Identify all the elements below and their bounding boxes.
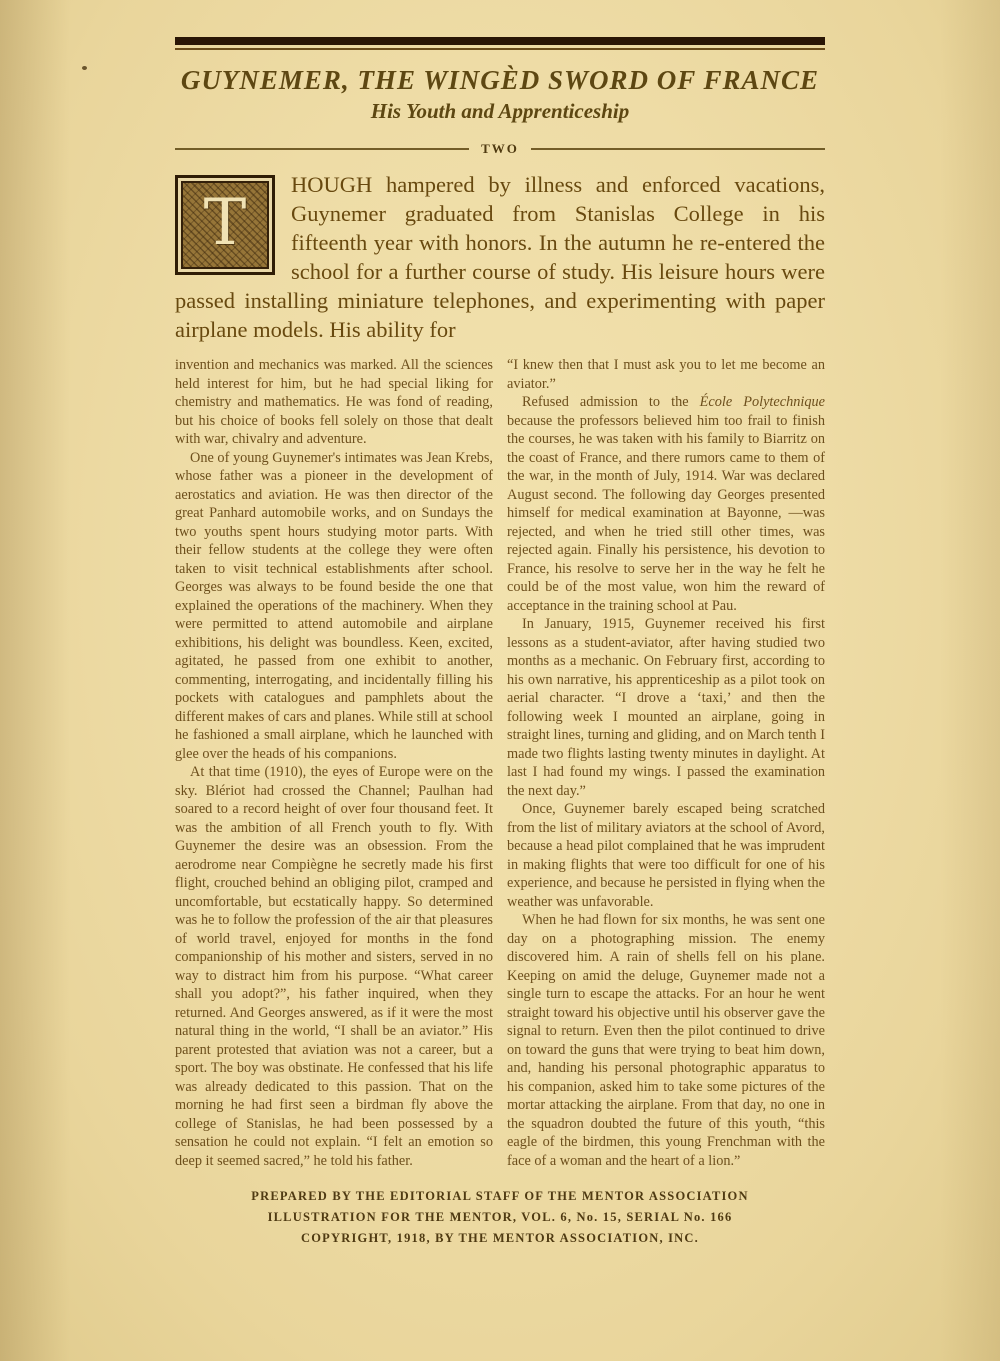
body-text: When he had flown for six months, he was sent one day on a photographing mission. The enemy discovered him. A rain of shells fell on his plane. Keeping on amid the deluge, Guynemer made not a single turn to escape the attacks. For an hour he went straight toward his objective until his observer gave the signal to return. Even then the pilot continued to drive on toward the guns that were trying to beat him down, and, handing his personal photographic apparatus to his companion, asked him to take some pictures of the mortar attacking the airplane. From that day, no one in the squadron doubted the future of this youth, “this eagle of the birdmen, this young Frenchman with the face of a woman and the heart of a lion.” [507,912,825,1169]
lead-text: HOUGH hampered by illness and enforced vacations, Guynemer graduated from Stanislas College in his fifteenth year with honors. In the autumn he re-entered the school for a further course of study. His leisure hours were passed installing miniature telephones, and experimenting with paper airplane models. His ability for [175,172,825,342]
lead-paragraph [175,170,825,344]
drop-cap-letter: T [203,186,247,260]
body-text: because the professors believed him too frail to finish the courses, he was taken with his family to Biarritz on the coast of France, and there rumors came to them of the war, in the month of July, 1914. War was declared August second. The following day Georges presented himself for medical examination at Bayonne, —was rejected, and when he tried still other times, was rejected again. Finally his persistence, his devotion to France, his resolve to serve her in the way he felt he could be of the most value, won him the reward of acceptance in the training school at Pau. [507,412,825,614]
scan-speck [82,66,87,70]
section-number: TWO [481,141,519,156]
body-text: “I knew then that I must ask you to let me become an aviator.” [507,357,825,392]
body-text: invention and mechanics was marked. All the sciences held interest for him, but he had special liking for chemistry and mathematics. He was fond of reading, but his choice of books fell solely on those that dealt with war, chivalry and adventure. [175,357,493,447]
paragraph [507,356,825,393]
imprint-line-copyright: COPYRIGHT, 1918, BY THE MENTOR ASSOCIATION, INC. [301,1231,699,1245]
paragraph [507,911,825,1170]
paragraph [175,449,493,764]
body-text: Once, Guynemer barely escaped being scratched from the list of military aviators at the school of Avord, because a head pilot complained that he was imprudent in making flights that were too difficult for one of his experience, and because he persisted in flying when the weather was unfavorable. [507,801,825,910]
drop-cap [175,175,275,275]
italic-text: École Polytechnique [699,394,825,410]
paragraph [175,763,493,1170]
paragraph [175,356,493,449]
top-rule-thick [175,37,825,45]
body-text: Refused admission to the [522,394,700,410]
imprint-footer [175,1186,825,1249]
column-left [175,356,493,1170]
page-title: GUYNEMER, THE WINGÈD SWORD OF FRANCE [180,65,820,95]
column-right [507,356,825,1170]
page-content [175,0,825,1249]
drop-cap-ornament [181,181,269,269]
body-columns [175,356,825,1170]
body-text: One of young Guynemer's intimates was Jean Krebs, whose father was a pioneer in the development of aerostatics and aviation. He was then director of the great Panhard automobile works, and on Sundays the two youths spent hours studying motor parts. With their fellow students at the college they were often taken to visit technical establishments after school. Georges was always to be found beside the one that explained the operations of the machinery. When they were permitted to attend automobile and airplane exhibitions, his delight was boundless. Keen, excited, agitated, he passed from one exhibit to another, commenting, interrogating, and incidentally filling his pockets with catalogues and pamphlets about the different makes of cars and planes. While still at school he fashioned a small airplane, which he launched with glee over the heads of his companions. [175,449,493,762]
divider-line-left [175,148,469,150]
body-text: At that time (1910), the eyes of Europe were on the sky. Blériot had crossed the Channel; Paulhan had soared to a record height of over four thousand feet. It was the ambition of all French youth to fly. With Guynemer the desire was an obsession. From the aerodrome near Compiègne he secretly made his first flight, crouched behind an obliging pilot, cramped and uncomfortable, but ecstatically happy. So determined was he to follow the profession of the air that pleasures of world travel, enjoyed for months in the fond companionship of his mother and sisters, served in no way to distract him from his purpose. “What career shall you adopt?”, his father inquired, when they returned. And Georges answered, as if it were the most natural thing in the world, “I shall be an aviator.” His parent protested that aviation was not a career, but a sport. The boy was obstinate. He confessed that his life was already dedicated to this passion. That on the morning he had first seen a birdman fly above the college of Stanislas, he had been possessed by a sensation he could not explain. “I felt an emotion so deep it seemed sacred,” he told his father. [175,764,493,1169]
body-text: In January, 1915, Guynemer received his first lessons as a student-aviator, after having studied two months as a mechanic. On February first, according to his own narrative, his apprenticeship as a pilot took on aerial character. “I drove a ‘taxi,’ and then the following week I mounted an airplane, going in straight lines, turning and gliding, and on March tenth I made two flights lasting twenty minutes in daylight. At last I had found my wings. I passed the examination the next day.” [507,616,825,799]
section-divider [175,141,825,157]
imprint-line-illustration: ILLUSTRATION FOR THE MENTOR, VOL. 6, No. 15, SERIAL No. 166 [267,1210,733,1224]
top-rule-thin [175,48,825,50]
imprint-line-prepared: PREPARED BY THE EDITORIAL STAFF OF THE MENTOR ASSOCIATION [251,1189,749,1203]
paragraph [507,615,825,800]
page-subtitle: His Youth and Apprenticeship [370,99,630,123]
paragraph [507,800,825,911]
divider-line-right [531,148,825,150]
paragraph [507,393,825,615]
